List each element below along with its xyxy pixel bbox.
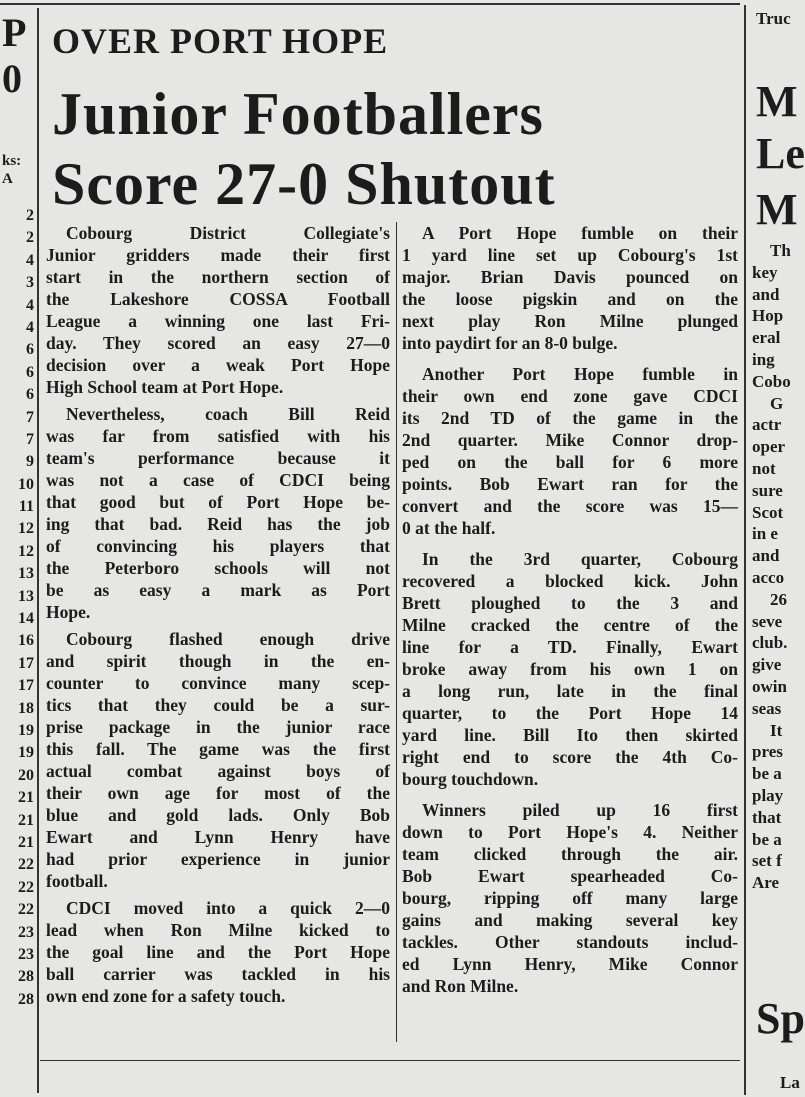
adjacent-text-line: Are — [752, 873, 780, 893]
text-line: 1 yard line set up Cobourg's 1st — [402, 245, 738, 265]
text-line: major. Brian Davis pounced on — [402, 267, 738, 287]
adjacent-bottom-text: La — [780, 1073, 800, 1092]
text-line: lead when Ron Milne kicked to — [46, 920, 390, 940]
text-line: right end to score the 4th Co- — [402, 747, 738, 767]
adjacent-text-line: club. — [752, 633, 788, 653]
text-line: gains and making several key — [402, 910, 738, 930]
text-line: the loose pigskin and on the — [402, 289, 738, 309]
margin-number: 7 — [26, 408, 34, 426]
article-column-right — [402, 222, 738, 1006]
margin-number: 13 — [18, 565, 34, 583]
margin-number: 28 — [18, 990, 34, 1008]
text-line: A Port Hope fumble on their — [422, 223, 738, 243]
text-line: and Ron Milne. — [402, 976, 519, 996]
text-line: High School team at Port Hope. — [46, 377, 284, 397]
text-line: ed Lynn Henry, Mike Connor — [402, 954, 738, 974]
adjacent-text-line: It — [770, 720, 783, 740]
adjacent-text-line: not — [752, 458, 776, 478]
paragraph — [402, 222, 738, 354]
bottom-rule — [40, 1060, 740, 1061]
text-line: bourg touchdown. — [402, 769, 539, 789]
margin-number: 4 — [26, 251, 34, 269]
margin-number: 23 — [18, 923, 34, 941]
margin-number: 13 — [18, 587, 34, 605]
adjacent-text-line: seas — [752, 698, 782, 718]
adjacent-body — [752, 240, 791, 894]
adjacent-text-line: G — [770, 393, 784, 413]
text-line: line for a TD. Finally, Ewart — [402, 637, 738, 657]
margin-number: 17 — [18, 654, 34, 672]
adjacent-text-line: and — [752, 284, 780, 304]
text-line: day. They scored an easy 27—0 — [46, 333, 390, 353]
paragraph — [46, 628, 390, 892]
headline-line-1: Junior Footballers — [52, 81, 544, 147]
text-line: this fall. The game was the first — [46, 739, 390, 759]
text-line: decision over a weak Port Hope — [46, 355, 390, 375]
adjacent-text-line: acco — [752, 567, 785, 587]
text-line: their own age for most of the — [46, 783, 390, 803]
text-line: points. Bob Ewart ran for the — [402, 474, 738, 494]
column-rule-right — [744, 5, 746, 1095]
text-line: Cobourg District Collegiate's — [66, 223, 390, 243]
text-line: team clicked through the air. — [402, 844, 738, 864]
adjacent-text-line: Th — [770, 241, 791, 260]
article-column-left — [46, 222, 390, 1012]
text-line: was far from satisfied with his — [46, 426, 390, 446]
margin-number: 17 — [18, 677, 34, 695]
margin-sub: A — [2, 171, 13, 187]
adjacent-text-line: that — [752, 807, 782, 827]
margin-number: 21 — [18, 811, 34, 829]
text-line: broke away from his own 1 on — [402, 659, 738, 679]
adjacent-headline: M — [756, 77, 798, 126]
margin-number: 22 — [18, 878, 34, 896]
margin-fragment-top — [2, 10, 34, 188]
text-line: bourg, ripping off many large — [402, 888, 738, 908]
margin-number: 28 — [18, 968, 34, 986]
adjacent-text-line: in e — [752, 524, 778, 544]
text-line: their own end zone gave CDCI — [402, 386, 738, 406]
adjacent-text-line: give — [752, 655, 782, 675]
text-line: convert and the score was 15— — [402, 496, 738, 516]
text-line: counter to convince many scep- — [46, 673, 390, 693]
margin-number: 18 — [18, 699, 34, 717]
text-line: Hope. — [46, 602, 91, 622]
text-line: recovered a blocked kick. John — [402, 571, 738, 591]
text-line: In the 3rd quarter, Cobourg — [422, 549, 738, 569]
column-rule-center — [396, 222, 397, 1042]
margin-number: 4 — [26, 318, 34, 336]
margin-number: 16 — [18, 632, 34, 650]
margin-number: 2 — [26, 229, 34, 247]
adjacent-text-line: be a — [752, 829, 782, 849]
column-rule-left — [37, 8, 39, 1093]
margin-number: 6 — [26, 386, 34, 404]
adjacent-text-line: key — [752, 262, 778, 282]
text-line: quarter, to the Port Hope 14 — [402, 703, 738, 723]
paragraph — [46, 897, 390, 1007]
text-line: tics that they could be a sur- — [46, 695, 390, 715]
margin-number: 6 — [26, 363, 34, 381]
adjacent-text-line: play — [752, 785, 784, 805]
paragraph — [46, 222, 390, 398]
kicker-headline: OVER PORT HOPE — [52, 21, 389, 61]
text-line: Bob Ewart spearheaded Co- — [402, 866, 738, 886]
text-line: the Peterboro schools will not — [46, 558, 390, 578]
text-line: Milne cracked the centre of the — [402, 615, 738, 635]
margin-label: ks: — [2, 153, 22, 169]
adjacent-headline-bottom: Sp — [756, 994, 805, 1043]
adjacent-text-line: 26 — [770, 589, 787, 609]
margin-number: 10 — [18, 475, 34, 493]
text-line: and spirit though in the en- — [46, 651, 390, 671]
margin-number: 20 — [18, 766, 34, 784]
text-line: Brett ploughed to the 3 and — [402, 593, 738, 613]
adjacent-text-line: pres — [752, 742, 783, 762]
text-line: yard line. Bill Ito then skirted — [402, 725, 738, 745]
adjacent-text-line: oper — [752, 437, 786, 457]
text-line: actual combat against boys of — [46, 761, 390, 781]
text-line: next play Ron Milne plunged — [402, 311, 738, 331]
text-line: the goal line and the Port Hope — [46, 942, 390, 962]
text-line: ped on the ball for 6 more — [402, 452, 738, 472]
margin-number: 6 — [26, 341, 34, 359]
text-line: tackles. Other standouts includ- — [402, 932, 738, 952]
adjacent-top-text: Truc — [756, 9, 791, 28]
text-line: CDCI moved into a quick 2—0 — [66, 898, 390, 918]
margin-number: 22 — [18, 901, 34, 919]
text-line: League a winning one last Fri- — [46, 311, 390, 331]
paragraph — [402, 799, 738, 997]
text-line: ball carrier was tackled in his — [46, 964, 390, 984]
adjacent-text-line: actr — [752, 415, 782, 435]
adjacent-text-line: Hop — [752, 306, 784, 326]
adjacent-text-line: be a — [752, 764, 782, 784]
text-line: a long run, late in the final — [402, 681, 738, 701]
margin-number: 21 — [18, 789, 34, 807]
margin-number: 12 — [18, 520, 34, 538]
margin-number: 21 — [18, 833, 34, 851]
margin-number: 23 — [18, 945, 34, 963]
adjacent-text-line: Cobo — [752, 371, 791, 391]
adjacent-article-fragment — [752, 0, 805, 1097]
margin-number: 11 — [18, 498, 34, 516]
adjacent-text-line: and — [752, 546, 780, 566]
headline-line-2: Score 27-0 Shutout — [52, 151, 556, 217]
text-line: team's performance because it — [46, 448, 390, 468]
adjacent-text-line: sure — [752, 480, 783, 500]
text-line: that good but of Port Hope be- — [46, 492, 390, 512]
text-line: blue and gold lads. Only Bob — [46, 805, 390, 825]
margin-number: 3 — [26, 274, 34, 292]
text-line: prise package in the junior race — [46, 717, 390, 737]
margin-number: 4 — [26, 296, 34, 314]
text-line: Nevertheless, coach Bill Reid — [66, 404, 390, 424]
adjacent-headline: M — [756, 185, 798, 234]
adjacent-text-line: owin — [752, 676, 787, 696]
adjacent-text-line: Scot — [752, 502, 784, 522]
paragraph — [402, 548, 738, 790]
text-line: football. — [46, 871, 108, 891]
margin-number: 14 — [18, 610, 34, 628]
text-line: 0 at the half. — [402, 518, 496, 538]
text-line: the Lakeshore COSSA Football — [46, 289, 390, 309]
text-line: Ewart and Lynn Henry have — [46, 827, 390, 847]
adjacent-headline: Le — [756, 129, 805, 178]
paragraph — [46, 403, 390, 623]
margin-glyph: P — [2, 10, 27, 55]
margin-glyph: 0 — [2, 56, 22, 101]
text-line: 2nd quarter. Mike Connor drop- — [402, 430, 738, 450]
text-line: Cobourg flashed enough drive — [66, 629, 390, 649]
text-line: ing that bad. Reid has the job — [46, 514, 390, 534]
text-line: start in the northern section of — [46, 267, 390, 287]
adjacent-text-line: eral — [752, 328, 781, 348]
text-line: into paydirt for an 8-0 bulge. — [402, 333, 618, 353]
text-line: be as easy a mark as Port — [46, 580, 390, 600]
text-line: Junior gridders made their first — [46, 245, 390, 265]
margin-number: 22 — [18, 856, 34, 874]
text-line: its 2nd TD of the game in the — [402, 408, 738, 428]
text-line: down to Port Hope's 4. Neither — [402, 822, 738, 842]
text-line: Winners piled up 16 first — [422, 800, 738, 820]
margin-number: 2 — [26, 207, 34, 224]
top-rule — [0, 3, 740, 5]
text-line: own end zone for a safety touch. — [46, 986, 286, 1006]
margin-number: 12 — [18, 542, 34, 560]
text-line: Another Port Hope fumble in — [422, 364, 738, 384]
margin-number: 19 — [18, 744, 34, 762]
margin-number: 7 — [26, 430, 34, 448]
adjacent-text-line: ing — [752, 349, 775, 369]
margin-number: 9 — [26, 453, 34, 471]
text-line: of convincing his players that — [46, 536, 390, 556]
margin-numbers — [4, 205, 34, 1011]
paragraph — [402, 363, 738, 539]
adjacent-text-line: seve — [752, 611, 783, 631]
text-line: was not a case of CDCI being — [46, 470, 390, 490]
margin-number: 19 — [18, 721, 34, 739]
text-line: had prior experience in junior — [46, 849, 390, 869]
adjacent-text-line: set f — [752, 851, 782, 871]
